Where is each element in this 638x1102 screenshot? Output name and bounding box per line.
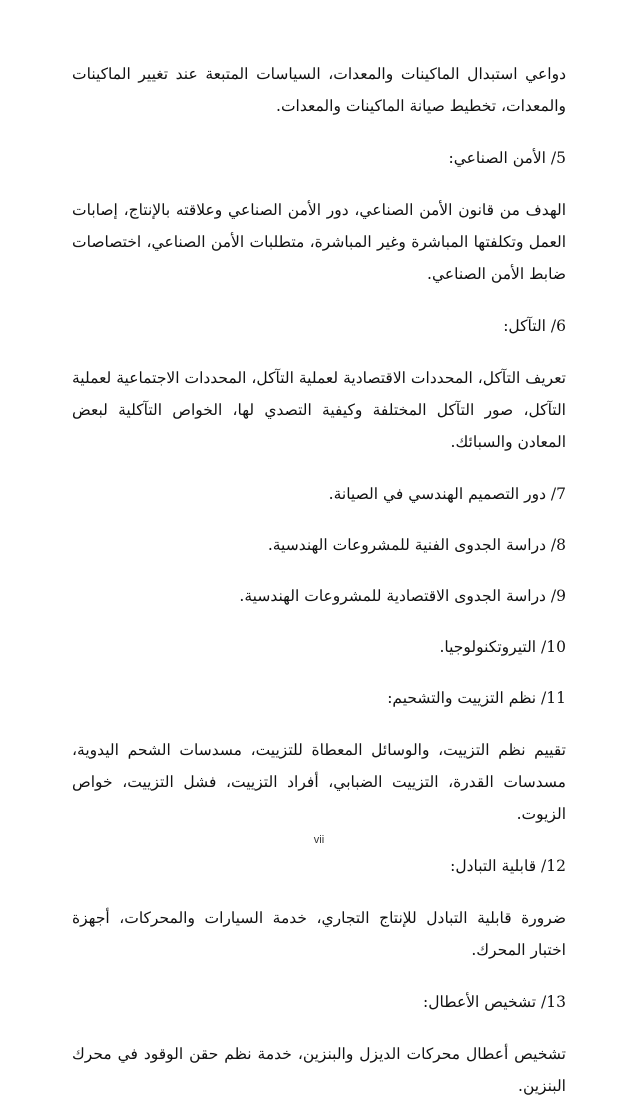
heading-interchangeability: 12/ قابلية التبادل: xyxy=(450,857,566,875)
page-number: vii xyxy=(313,834,325,846)
heading-technical-feasibility: 8/ دراسة الجدوى الفنية للمشروعات الهندسية. xyxy=(267,536,566,554)
paragraph-interchangeability: ضرورة قابلية التبادل للإنتاج التجاري، خدمة السيارات والمحركات، أجهزة اختبار المحرك. xyxy=(72,909,566,959)
paragraph-fault-diagnosis: تشخيص أعطال محركات الديزل والبنزين، خدمة نظم حقن الوقود في محرك البنزين. xyxy=(72,1045,566,1095)
paragraph-corrosion: تعريف التآكل، المحددات الاقتصادية لعملية التآكل، المحددات الاجتماعية لعملية التآكل، صور التآكل المختلفة وكيفية التصدي لها، الخواص التآكلية لبعض المعادن والسبائك. xyxy=(72,369,566,451)
heading-lubrication: 11/ نظم التزييت والتشحيم: xyxy=(387,689,566,707)
heading-fault-diagnosis: 13/ تشخيص الأعطال: xyxy=(423,993,566,1011)
heading-economic-feasibility: 9/ دراسة الجدوى الاقتصادية للمشروعات الهندسية. xyxy=(239,587,566,605)
paragraph-industrial-safety: الهدف من قانون الأمن الصناعي، دور الأمن الصناعي وعلاقته بالإنتاج، إصابات العمل وتكلفتها المباشرة وغير المباشرة، متطلبات الأمن الصناعي، اختصاصات ضابط الأمن الصناعي. xyxy=(72,201,567,283)
heading-corrosion: 6/ التآكل: xyxy=(503,317,566,335)
heading-engineering-design: 7/ دور التصميم الهندسي في الصيانة. xyxy=(328,485,566,503)
paragraph-lubrication: تقييم نظم التزييت، والوسائل المعطاة للتزييت، مسدسات الشحم اليدوية، مسدسات القدرة، التزييت الضبابي، أفراد التزييت، فشل التزييت، خواص الزيوت. xyxy=(72,741,566,823)
heading-terotechnology: 10/ التيروتكنولوجيا. xyxy=(439,638,566,656)
paragraph-machinery-replacement: دواعي استبدال الماكينات والمعدات، السياسات المتبعة عند تغيير الماكينات والمعدات، تخطيط صيانة الماكينات والمعدات. xyxy=(72,65,566,115)
heading-industrial-safety: 5/ الأمن الصناعي: xyxy=(448,149,566,167)
